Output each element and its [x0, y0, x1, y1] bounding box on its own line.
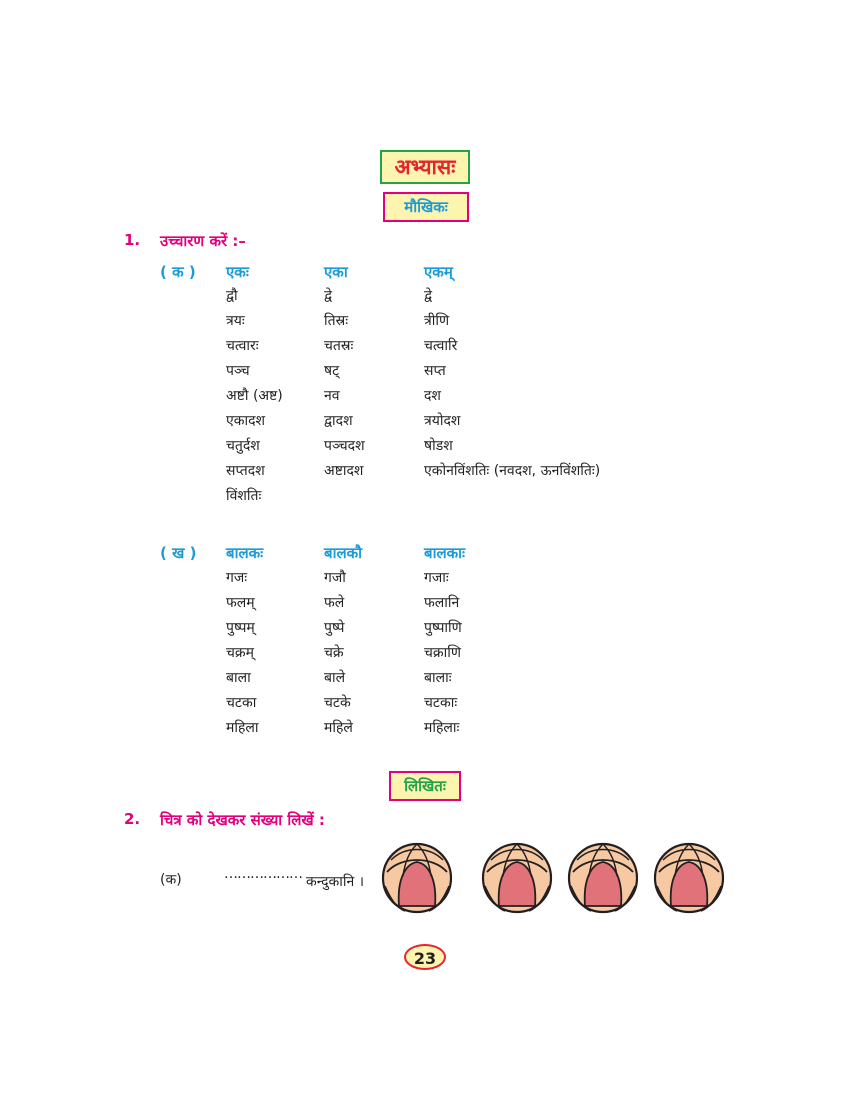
ball-icon	[653, 842, 725, 914]
question-2-number: 2.	[124, 810, 141, 828]
numeral-cell: त्रयोदश	[424, 413, 461, 429]
page-number: 23	[404, 944, 446, 970]
part-a-header-feminine: एका	[324, 263, 348, 281]
question-2-instruction: चित्र को देखकर संख्या लिखें :	[160, 811, 325, 829]
word-form-cell: चक्रम्	[226, 645, 255, 661]
numeral-cell: पञ्चदश	[324, 438, 365, 454]
numeral-cell: एकादश	[226, 413, 266, 429]
exercise-title: अभ्यासः	[380, 150, 470, 184]
part-b-header-plural: बालकाः	[424, 544, 466, 562]
part-a-header-masculine: एकः	[226, 263, 249, 281]
word-form-cell: पुष्पम्	[226, 620, 255, 636]
word-form-cell: फलम्	[226, 595, 255, 611]
ball-icon	[381, 842, 453, 914]
numeral-cell: चतुर्दश	[226, 438, 260, 454]
numeral-cell: दश	[424, 388, 441, 404]
ball-icon	[481, 842, 553, 914]
numeral-cell: नव	[324, 388, 340, 404]
word-form-cell: चटका	[226, 695, 257, 711]
numeral-cell: षट्	[324, 363, 340, 379]
numeral-cell: द्वौ	[226, 288, 238, 304]
word-form-cell: गजौ	[324, 570, 346, 586]
numeral-cell: चत्वारि	[424, 338, 458, 354]
word-form-cell: बालाः	[424, 670, 452, 686]
numeral-cell: सप्तदश	[226, 463, 265, 479]
part-b-header-dual: बालकौ	[324, 544, 363, 562]
numeral-cell: विंशतिः	[226, 488, 262, 504]
word-form-cell: गजः	[226, 570, 248, 586]
word-form-cell: फले	[324, 595, 345, 611]
part-b-header-singular: बालकः	[226, 544, 264, 562]
part-b-label: ( ख )	[160, 544, 197, 562]
numeral-cell: सप्त	[424, 363, 446, 379]
word-form-cell: चटके	[324, 695, 351, 711]
part-a-label: ( क )	[160, 263, 196, 281]
numeral-cell: अष्टादश	[324, 463, 364, 479]
numeral-cell: द्वादश	[324, 413, 353, 429]
word-form-cell: पुष्पाणि	[424, 620, 462, 636]
question-1-number: 1.	[124, 231, 141, 249]
numeral-cell: अष्टौ (अष्ट)	[226, 388, 283, 404]
numeral-cell: तिस्रः	[324, 313, 349, 329]
word-form-cell: चक्रे	[324, 645, 344, 661]
numeral-cell: त्रीणि	[424, 313, 450, 329]
ball-icon	[567, 842, 639, 914]
written-section-heading: लिखितः	[389, 771, 461, 801]
word-form-cell: बाले	[324, 670, 346, 686]
numeral-cell: एकोनविंशतिः (नवदश, ऊनविंशतिः)	[424, 463, 601, 479]
q2-word: कन्दुकानि ।	[306, 874, 365, 890]
q2-part-a-label: (क)	[160, 872, 182, 888]
oral-section-heading: मौखिकः	[383, 192, 469, 222]
word-form-cell: चटकाः	[424, 695, 458, 711]
numeral-cell: षोडश	[424, 438, 453, 454]
numeral-cell: पञ्च	[226, 363, 250, 379]
word-form-cell: महिलाः	[424, 720, 460, 736]
word-form-cell: महिले	[324, 720, 353, 736]
numeral-cell: चतस्रः	[324, 338, 354, 354]
word-form-cell: फलानि	[424, 595, 460, 611]
numeral-cell: द्वे	[424, 288, 433, 304]
word-form-cell: बाला	[226, 670, 251, 686]
numeral-cell: चत्वारः	[226, 338, 259, 354]
answer-blank: ………………	[224, 866, 302, 882]
part-a-header-neuter: एकम्	[424, 263, 453, 281]
numeral-cell: द्वे	[324, 288, 333, 304]
word-form-cell: गजाः	[424, 570, 449, 586]
question-1-instruction: उच्चारण करें :–	[160, 232, 246, 250]
word-form-cell: महिला	[226, 720, 259, 736]
word-form-cell: चक्राणि	[424, 645, 462, 661]
numeral-cell: त्रयः	[226, 313, 245, 329]
word-form-cell: पुष्पे	[324, 620, 345, 636]
